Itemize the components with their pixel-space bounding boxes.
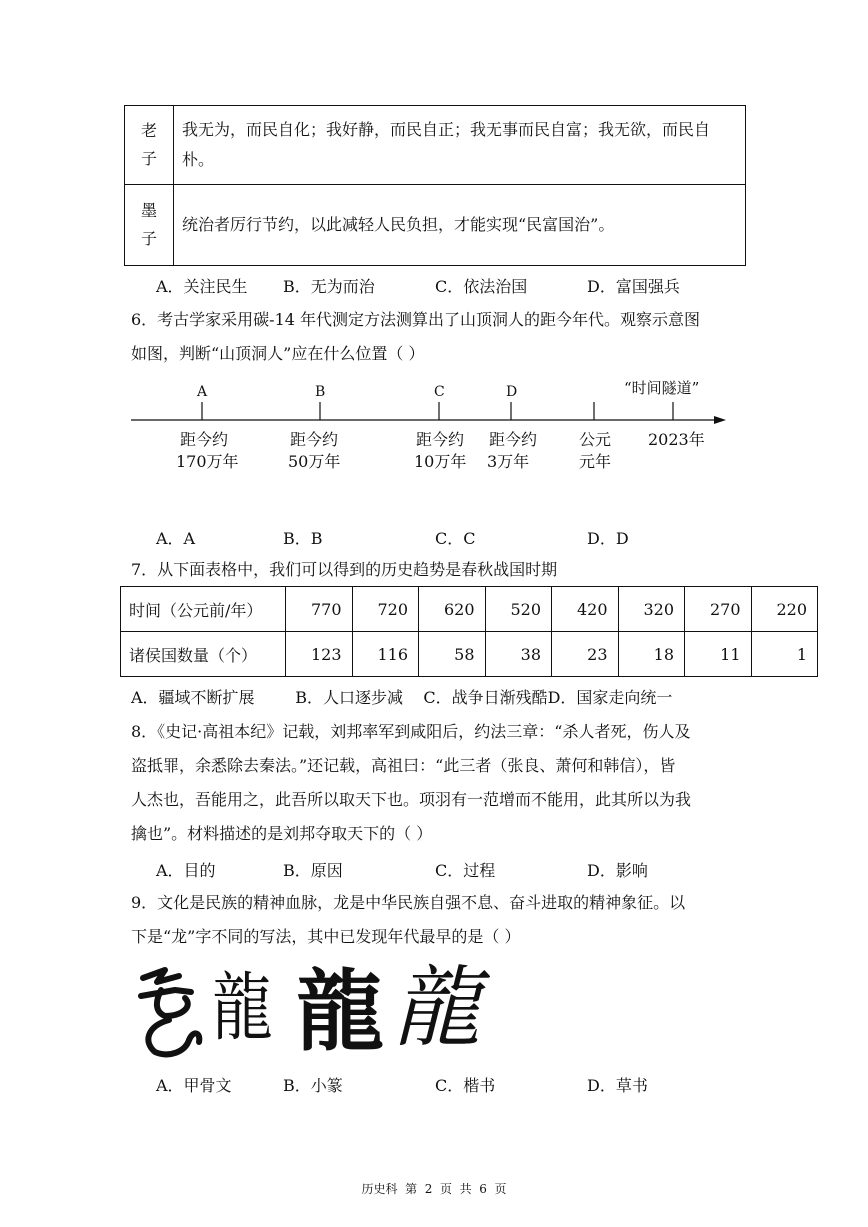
option-a[interactable]: A．目的 [156, 861, 216, 880]
option-d[interactable]: D．富国强兵 [587, 277, 680, 296]
timeline-label: 3万年 [487, 452, 530, 471]
cursive-dragon-glyph: 龍 [387, 956, 501, 1059]
thinker-quote: 我无为，而民自化；我好静，而民自正；我无事而民自富；我无欲，而民自朴。 [174, 106, 746, 185]
thinker-name-cell [125, 106, 174, 185]
small-seal-dragon-glyph: 龍 [212, 965, 273, 1051]
year-cell: 270 [685, 587, 752, 632]
q9-line2: 下是“龙”字不同的写法，其中已发现年代最早的是（ ） [131, 927, 521, 946]
count-cell: 18 [618, 632, 685, 677]
table-row [121, 587, 818, 632]
timeline-label: 2023年 [648, 430, 705, 449]
timeline-arrow-icon [714, 416, 726, 424]
page-footer: 历史科 第 2 页 共 6 页 [361, 1182, 507, 1196]
year-cell: 620 [419, 587, 486, 632]
timeline-label: 170万年 [176, 452, 239, 471]
thinker-name-char: 墨 [140, 201, 157, 220]
timeline-label: 10万年 [414, 452, 467, 471]
q9-line1: 9．文化是民族的精神血脉，龙是中华民族自强不息、奋斗进取的精神象征。以 [131, 893, 686, 912]
option-c[interactable]: C．楷书 [435, 1076, 496, 1095]
q8-line: 人杰也，吾能用之，此吾所以取天下也。项羽有一范增而不能用，此其所以为我 [131, 790, 692, 809]
row-header: 诸侯国数量（个） [121, 632, 286, 677]
table-row [121, 632, 818, 677]
q7-stem: 7．从下面表格中，我们可以得到的历史趋势是春秋战国时期 [131, 560, 558, 579]
q8-line: 擒也”。材料描述的是刘邦夺取天下的（ ） [131, 824, 433, 843]
q7-options[interactable]: A．疆域不断扩展 B．人口逐步减 C．战争日渐残酷D．国家走向统一 [131, 688, 673, 707]
option-b[interactable]: B．B [283, 529, 323, 548]
timeline-label: 公元 [579, 430, 612, 449]
year-cell: 420 [552, 587, 619, 632]
count-cell: 1 [751, 632, 818, 677]
q6-stem-line1: 6．考古学家采用碳-14 年代测定方法测算出了山顶洞人的距今年代。观察示意图 [131, 310, 701, 329]
vassal-state-table [120, 586, 818, 677]
timeline-label: 距今约 [416, 430, 465, 449]
timeline-label: 元年 [579, 452, 612, 471]
year-cell: 320 [618, 587, 685, 632]
thinker-name-char: 子 [140, 149, 157, 168]
year-cell: 520 [485, 587, 552, 632]
count-cell: 116 [352, 632, 419, 677]
option-d[interactable]: D．草书 [587, 1076, 648, 1095]
table-row [125, 185, 746, 266]
option-b[interactable]: B．原因 [283, 861, 343, 880]
option-c[interactable]: C．依法治国 [435, 277, 528, 296]
timeline-letter-b: B [315, 384, 326, 400]
option-c[interactable]: C．C [435, 529, 476, 548]
timeline-letter-a: A [197, 384, 208, 400]
timeline-label: 距今约 [180, 430, 229, 449]
option-a[interactable]: A．关注民生 [156, 277, 248, 296]
thinker-name-char: 子 [140, 229, 157, 248]
count-cell: 11 [685, 632, 752, 677]
count-cell: 23 [552, 632, 619, 677]
year-cell: 220 [751, 587, 818, 632]
thinker-quote: 统治者厉行节约，以此减轻人民负担，才能实现“民富国治”。 [174, 185, 746, 266]
option-a[interactable]: A．A [156, 529, 196, 548]
count-cell: 58 [419, 632, 486, 677]
option-d[interactable]: D．影响 [587, 861, 648, 880]
thinker-name-char: 老 [140, 121, 157, 140]
timeline-label: 距今约 [489, 430, 538, 449]
q8-line: 盗抵罪，余悉除去秦法。”还记载，高祖曰：“此三者（张良、萧何和韩信），皆 [131, 756, 676, 775]
row-header: 时间（公元前/年） [121, 587, 286, 632]
oracle-bone-dragon-icon [135, 960, 207, 1060]
timeline-letter-c: C [434, 384, 445, 400]
time-tunnel-label: “时间隧道” [624, 379, 700, 397]
timeline-letter-d: D [506, 384, 518, 400]
option-b[interactable]: B．小篆 [283, 1076, 343, 1095]
option-c[interactable]: C．过程 [435, 861, 496, 880]
q8-line: 8．《史记·高祖本纪》记载，刘邦率军到咸阳后，约法三章：“杀人者死，伤人及 [131, 722, 691, 741]
count-cell: 123 [286, 632, 353, 677]
option-b[interactable]: B．无为而治 [283, 277, 375, 296]
count-cell: 38 [485, 632, 552, 677]
q6-stem-line2: 如图，判断“山顶洞人”应在什么位置（ ） [131, 344, 425, 363]
year-cell: 770 [286, 587, 353, 632]
option-d[interactable]: D．D [587, 529, 629, 548]
year-cell: 720 [352, 587, 419, 632]
timeline-label: 距今约 [290, 430, 339, 449]
table-row [125, 106, 746, 185]
timeline-label: 50万年 [288, 452, 341, 471]
option-a[interactable]: A．甲骨文 [156, 1076, 232, 1095]
thinker-table [124, 105, 746, 266]
regular-script-dragon-glyph: 龍 [296, 960, 385, 1063]
thinker-name-cell [125, 185, 174, 266]
